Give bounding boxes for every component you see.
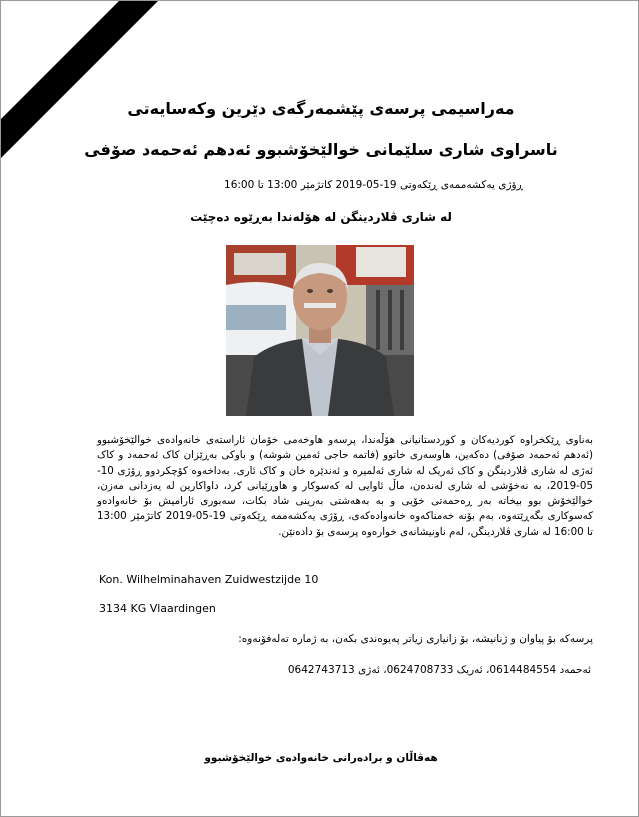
portrait-photo (226, 245, 414, 416)
notice-body-paragraph: بەناوی ڕێکخراوە کوردیەکان و کوردستانیانی هۆڵەندا، پرسەو هاوخەمی خۆمان ئاراستەی خانەوادەی خوالێخۆشبوو (ئەدهم ئەحمەد صۆفی) دەکەین، هاوسەری خاتوو (فاتمە حاجی ئەمین شوشە) و باوکی بەڕێزان کاک ئەحمەد و کاک ئەژی لە شاری ڤلاردینگن و کاک ئەریک لە شاری ئەلمیرە و ئەندێرە خان و کاک ئاری. بەداخەوە کۆچکردوو ڕۆژی 10-05-2019، بە نەخۆشی لە شاری لەندەن، ماڵ ئاوایی لە کەسوکار و هاوڕێیانی کرد، داواکارین لە یەزدانی مەزن، خوالێخۆش بوو بیخاتە بەر ڕەحمەتی خۆیی و بە بەهەشتی بەرینی شاد بکات، سەبوری ئارامیش بۆ خانەوادەو کەسوکاری بگەڕێتەوە، بەم بۆنە خەمناکەوە خانەوادەکەی، ڕۆژی یەکشەممە ڕێکەوتی 19-05-2019 کاتژمێر 13:00 تا 16:00 لە شاری ڤلاردینگن، لەم ناونیشانەی خوارەوە پرسەی بۆ دادەنێن. (97, 434, 593, 538)
signoff: هەڤاڵان و برادەرانی خانەوادەی خوالێخۆشبوو (204, 752, 438, 764)
address-line-2: 3134 KG Vlaardingen (99, 602, 216, 615)
title-line-1: مەراسیمی پرسەی پێشمەرگەی دێرین وکەسایەتی (127, 99, 515, 118)
contact-intro: پرسەکە بۆ پیاوان و ژنانیشە، بۆ زانیاری زیاتر پەیوەندی بکەن، بە ژمارە تەلەفۆنەوە: (238, 633, 593, 645)
address-line-1: Kon. Wilhelminahaven Zuidwestzijde 10 (99, 573, 319, 586)
date-time-line: ڕۆژی یەکشەممەی ڕێکەوتی 19-05-2019 کاتژمێر 13:00 تا 16:00 (224, 179, 523, 191)
title-line-2: ناسراوی شاری سلێمانی خوالێخۆشبوو ئەدهم ئەحمەد صۆفی (84, 140, 558, 159)
place-line: لە شاری ڤلاردینگن لە هۆلەندا بەڕێوە دەچێت (190, 210, 452, 224)
notice-body (97, 433, 593, 540)
contact-numbers: ئەحمەد 0614484554، ئەریک 0624708733، ئەژی 0642743713 (287, 664, 591, 676)
